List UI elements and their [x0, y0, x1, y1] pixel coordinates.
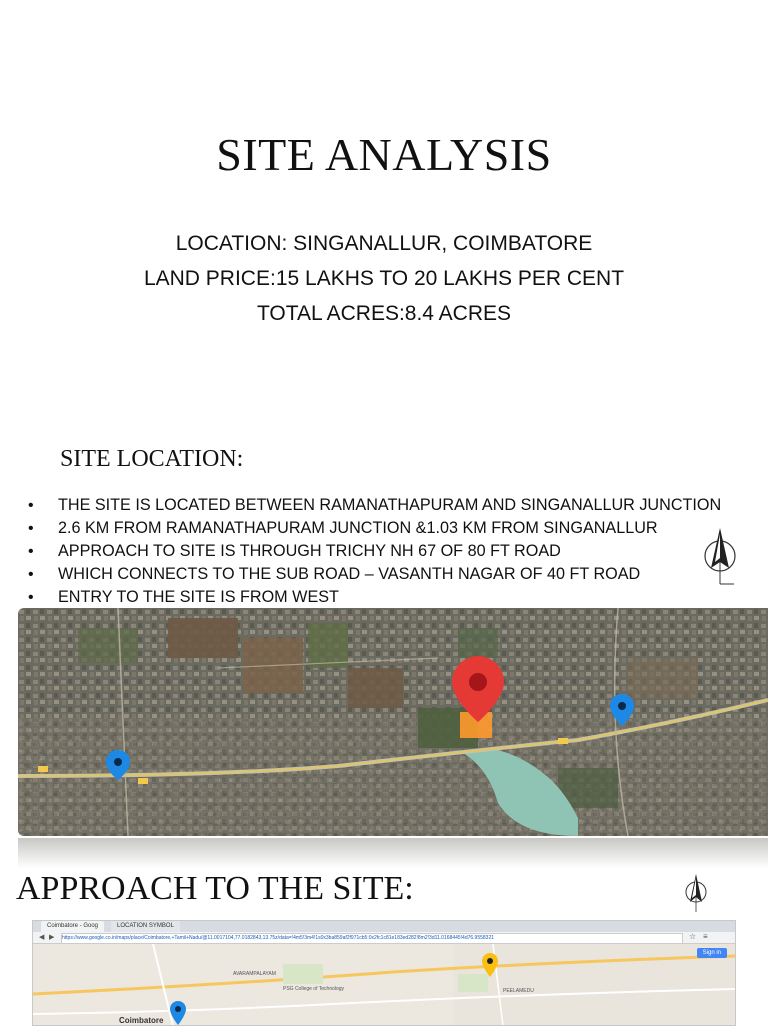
north-arrow-icon: [680, 872, 714, 918]
forward-icon[interactable]: ▶: [49, 934, 55, 941]
page-title: SITE ANALYSIS: [216, 129, 552, 180]
bullet-item: • WHICH CONNECTS TO THE SUB ROAD – VASANTH NAGAR OF 40 FT ROAD: [22, 563, 721, 586]
bullet-item: • 2.6 KM FROM RAMANATHAPURAM JUNCTION &1.03 KM FROM SINGANALLUR: [22, 517, 721, 540]
north-arrow-icon: [698, 526, 744, 592]
satellite-map[interactable]: [18, 608, 768, 836]
total-acres-text: TOTAL ACRES:8.4 ACRES: [256, 302, 512, 325]
bullet-item: • THE SITE IS LOCATED BETWEEN RAMANATHAPURAM AND SINGANALLUR JUNCTION: [22, 494, 721, 517]
site-location-bullets: [22, 494, 721, 609]
browser-tab-bar: [33, 921, 735, 932]
satellite-map-image: [18, 608, 768, 836]
map-city-label: Coimbatore: [119, 1016, 164, 1025]
browser-tab[interactable]: Coimbatore - Goog: [41, 921, 104, 932]
land-price-text: LAND PRICE:15 LAKHS TO 20 LAKHS PER CENT: [143, 267, 625, 290]
map-label: PEELAMEDU: [503, 988, 534, 994]
location-text: LOCATION: SINGANALLUR, COIMBATORE: [175, 232, 593, 255]
bullet-item: • APPROACH TO SITE IS THROUGH TRICHY NH 67 OF 80 FT ROAD: [22, 540, 721, 563]
google-map-view[interactable]: [33, 944, 735, 1026]
site-location-heading: SITE LOCATION:: [60, 446, 244, 472]
menu-icon[interactable]: ≡: [703, 932, 708, 941]
map-roads: [33, 944, 735, 1026]
map-label: AVARAMPALAYAM: [233, 971, 276, 977]
browser-screenshot: [32, 920, 736, 1026]
back-icon[interactable]: ◀: [39, 934, 45, 941]
sign-in-button[interactable]: Sign in: [697, 948, 727, 958]
map-label: PSG College of Technology: [283, 986, 345, 992]
url-input[interactable]: https://www.google.co.in/maps/place/Coimbatore,+Tamil+Nadu/@11.0017104,77.0182843,13.75z/data=!4m5!3m4!1s0x3ba859af2f971cb5:0x2fc1c81e183ed282!8m2!3d11.0168445!4d76.9558321: [61, 933, 683, 944]
blue-map-pin-icon[interactable]: [169, 1000, 187, 1026]
browser-address-bar: [33, 932, 735, 944]
bullet-item: • ENTRY TO THE SITE IS FROM WEST: [22, 586, 721, 609]
approach-heading: APPROACH TO THE SITE:: [16, 870, 414, 907]
browser-tab[interactable]: LOCATION SYMBOL: [111, 921, 180, 932]
map-reflection: [18, 838, 768, 868]
yellow-map-pin-icon[interactable]: [481, 952, 499, 978]
star-icon[interactable]: ☆: [689, 932, 697, 941]
